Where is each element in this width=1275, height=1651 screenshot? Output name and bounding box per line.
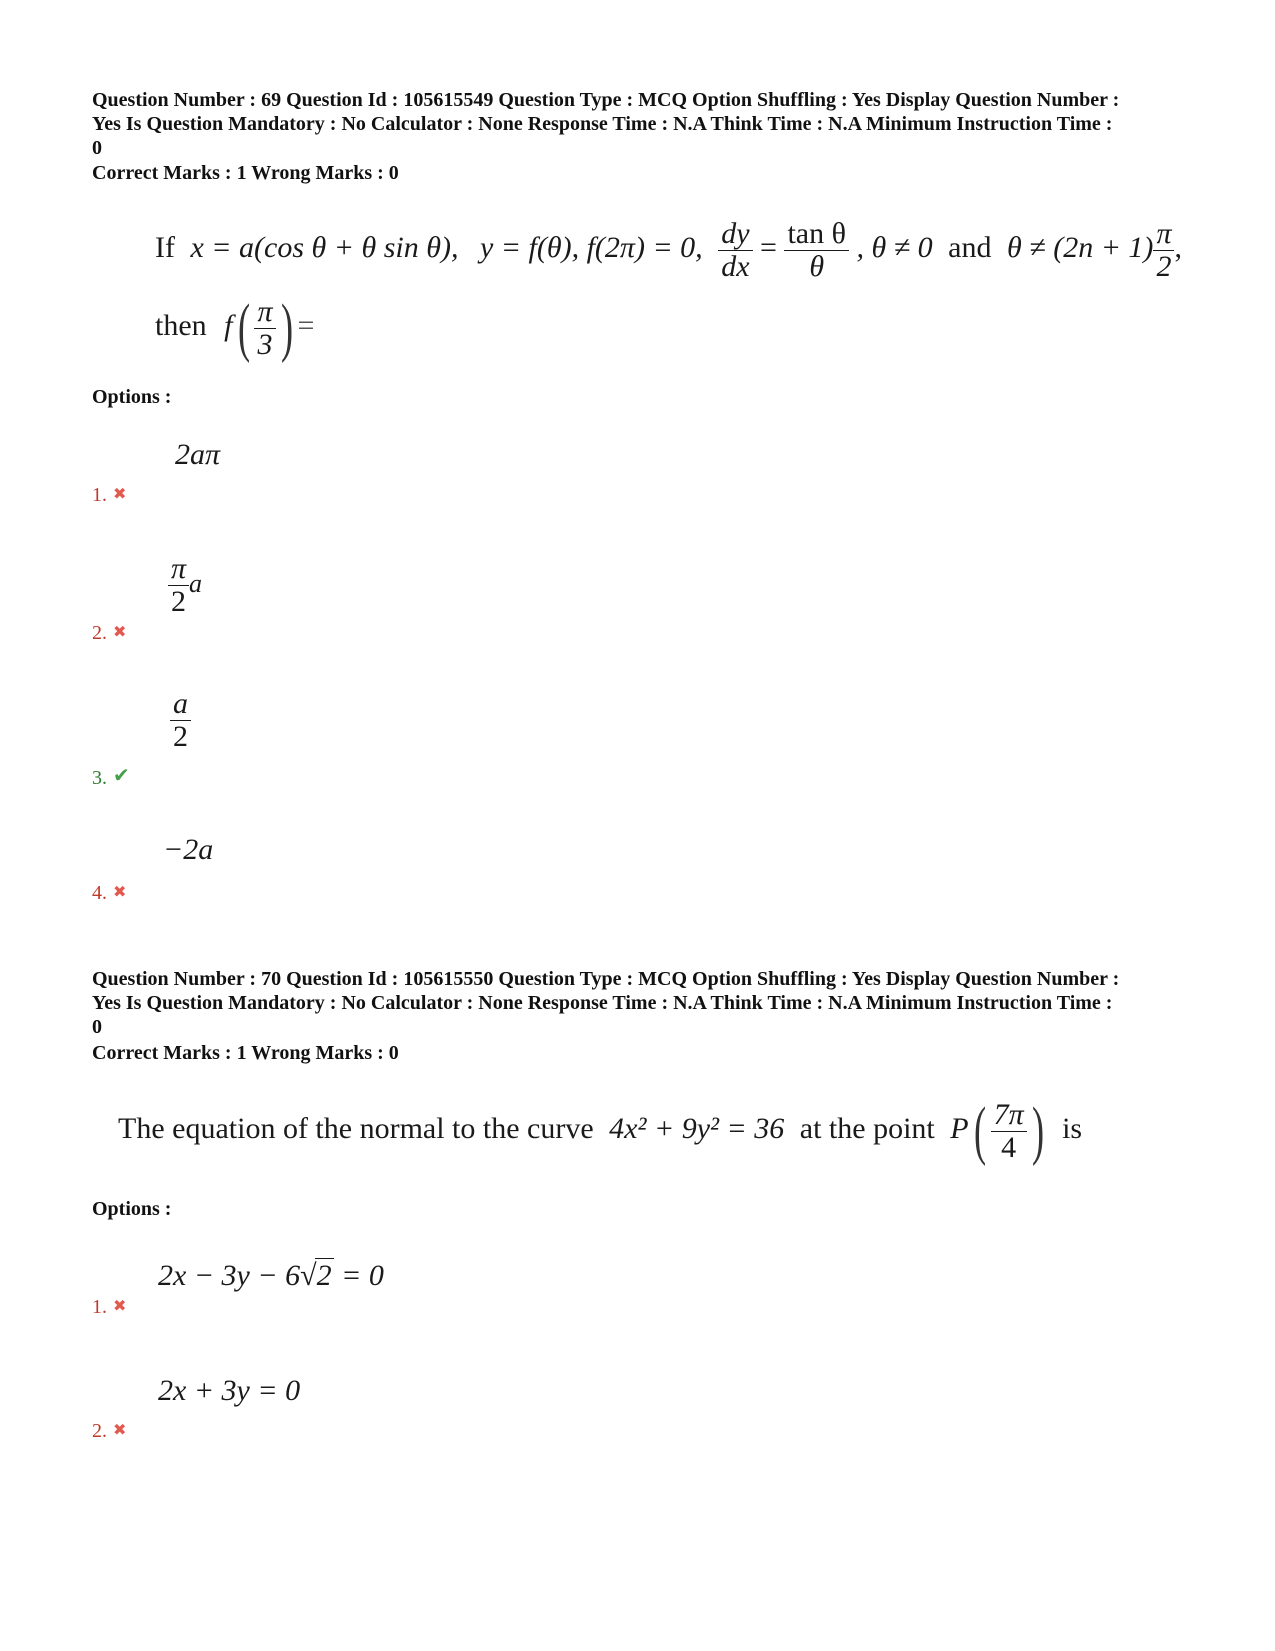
option-2-content: 2x + 3y = 0 xyxy=(158,1374,301,1407)
options-label: Options : xyxy=(92,386,172,408)
meta-line: Yes Is Question Mandatory : No Calculator : None Response Time : N.A Think Time : N.A Minimum Instruction Time : xyxy=(92,113,1113,135)
option-3-number xyxy=(92,763,130,790)
options-label: Options : xyxy=(92,1198,172,1220)
option-2-content xyxy=(168,553,202,617)
q-condition: θ ≠ (2n + 1) xyxy=(1007,230,1154,264)
option-1-content: 2aπ xyxy=(175,438,221,471)
q-word: and xyxy=(948,230,992,264)
option-expression: = 0 xyxy=(333,1259,384,1292)
option-4-content: −2a xyxy=(163,833,214,866)
q-word: at the point xyxy=(799,1111,935,1145)
frac-denominator: 2 xyxy=(171,584,187,618)
q-x-expression: x = a(cos θ + θ sin θ), xyxy=(190,230,459,264)
question-69-text: If x = a(cos θ + θ sin θ), y = f(θ), f(2π) = 0, $\frac{dy}{dx}$ = $\frac{\text{tan θ}}{\theta}$ , θ ≠ 0 and θ ≠ (2n + 1) $\frac{\pi}{2}$ , xyxy=(155,217,1182,283)
frac-numerator: π xyxy=(1153,218,1174,251)
frac-denominator: dx xyxy=(721,249,750,283)
option-1-number xyxy=(92,484,126,507)
meta-line: Question Number : 69 Question Id : 105615549 Question Type : MCQ Option Shuffling : Yes Display Question Number : xyxy=(92,89,1120,111)
option-number: 1. xyxy=(92,484,107,506)
frac-denominator: 3 xyxy=(257,327,273,361)
frac-numerator: 7π xyxy=(991,1099,1027,1132)
question-70-text: The equation of the normal to the curve 4x² + 9y² = 36 at the point P( $\frac{7\pi}{4}$ ) is xyxy=(118,1094,1083,1167)
pi-over-2-fraction xyxy=(1153,218,1174,282)
option-expression: 2x − 3y − 6 xyxy=(158,1259,301,1292)
option-fraction xyxy=(170,688,191,752)
frac-denominator: θ xyxy=(809,249,825,283)
option-4-number xyxy=(92,882,126,905)
question-69-meta xyxy=(92,88,1202,160)
frac-denominator: 2 xyxy=(1156,249,1172,283)
option-number: 1. xyxy=(92,1296,107,1318)
option-2-number xyxy=(92,622,126,645)
q-punct: , xyxy=(1174,230,1182,264)
option-number: 2. xyxy=(92,1420,107,1442)
cross-icon: ✖ xyxy=(113,486,127,503)
q-condition: , θ ≠ 0 xyxy=(856,230,933,264)
q-lead-text: The equation of the normal to the curve xyxy=(118,1111,594,1145)
frac-denominator: 2 xyxy=(173,719,188,753)
q-function: f xyxy=(224,308,233,342)
check-icon: ✔ xyxy=(113,765,130,787)
frac-numerator: π xyxy=(168,553,189,586)
meta-line: Question Number : 70 Question Id : 105615550 Question Type : MCQ Option Shuffling : Yes Display Question Number : xyxy=(92,968,1120,990)
frac-numerator: π xyxy=(254,296,275,329)
option-1-content: 2x − 3y − 6√2 = 0 xyxy=(158,1259,384,1292)
question-70-meta xyxy=(92,967,1202,1039)
option-suffix: a xyxy=(189,568,203,598)
meta-line: 0 xyxy=(92,137,102,159)
option-1-number xyxy=(92,1296,126,1319)
q-curve-equation: 4x² + 9y² = 36 xyxy=(609,1111,785,1145)
q-word: is xyxy=(1062,1111,1083,1145)
seven-pi-over-4-fraction xyxy=(991,1099,1027,1163)
frac-numerator: tan θ xyxy=(784,218,849,251)
cross-icon: ✖ xyxy=(113,884,127,901)
q-y-expression: y = f(θ), f(2π) = 0, xyxy=(479,230,703,264)
option-3-content xyxy=(170,688,191,752)
option-number: 4. xyxy=(92,882,107,904)
meta-line: 0 xyxy=(92,1016,102,1038)
option-number: 3. xyxy=(92,767,107,789)
frac-numerator: a xyxy=(170,688,191,721)
dy-dx-fraction xyxy=(718,218,752,282)
question-70-marks: Correct Marks : 1 Wrong Marks : 0 xyxy=(92,1042,399,1064)
frac-numerator: dy xyxy=(718,218,752,251)
tan-theta-fraction xyxy=(784,218,849,282)
cross-icon: ✖ xyxy=(113,624,127,641)
cross-icon: ✖ xyxy=(113,1298,127,1315)
meta-line: Yes Is Question Mandatory : No Calculator : None Response Time : N.A Think Time : N.A Minimum Instruction Time : xyxy=(92,992,1113,1014)
question-69-marks: Correct Marks : 1 Wrong Marks : 0 xyxy=(92,162,399,184)
pi-over-3-fraction xyxy=(254,296,275,360)
q-point-label: P xyxy=(950,1111,969,1145)
q-word: then xyxy=(155,308,207,342)
option-fraction xyxy=(168,553,189,617)
q-word: If xyxy=(155,230,175,264)
cross-icon: ✖ xyxy=(113,1422,127,1439)
option-2-number xyxy=(92,1420,126,1443)
frac-denominator: 4 xyxy=(1001,1130,1017,1164)
q-equals: = xyxy=(297,308,315,342)
sqrt-radicand: 2 xyxy=(316,1259,332,1292)
question-69-then: then f( $\frac{\pi}{3}$ ) = xyxy=(155,291,315,364)
option-number: 2. xyxy=(92,622,107,644)
